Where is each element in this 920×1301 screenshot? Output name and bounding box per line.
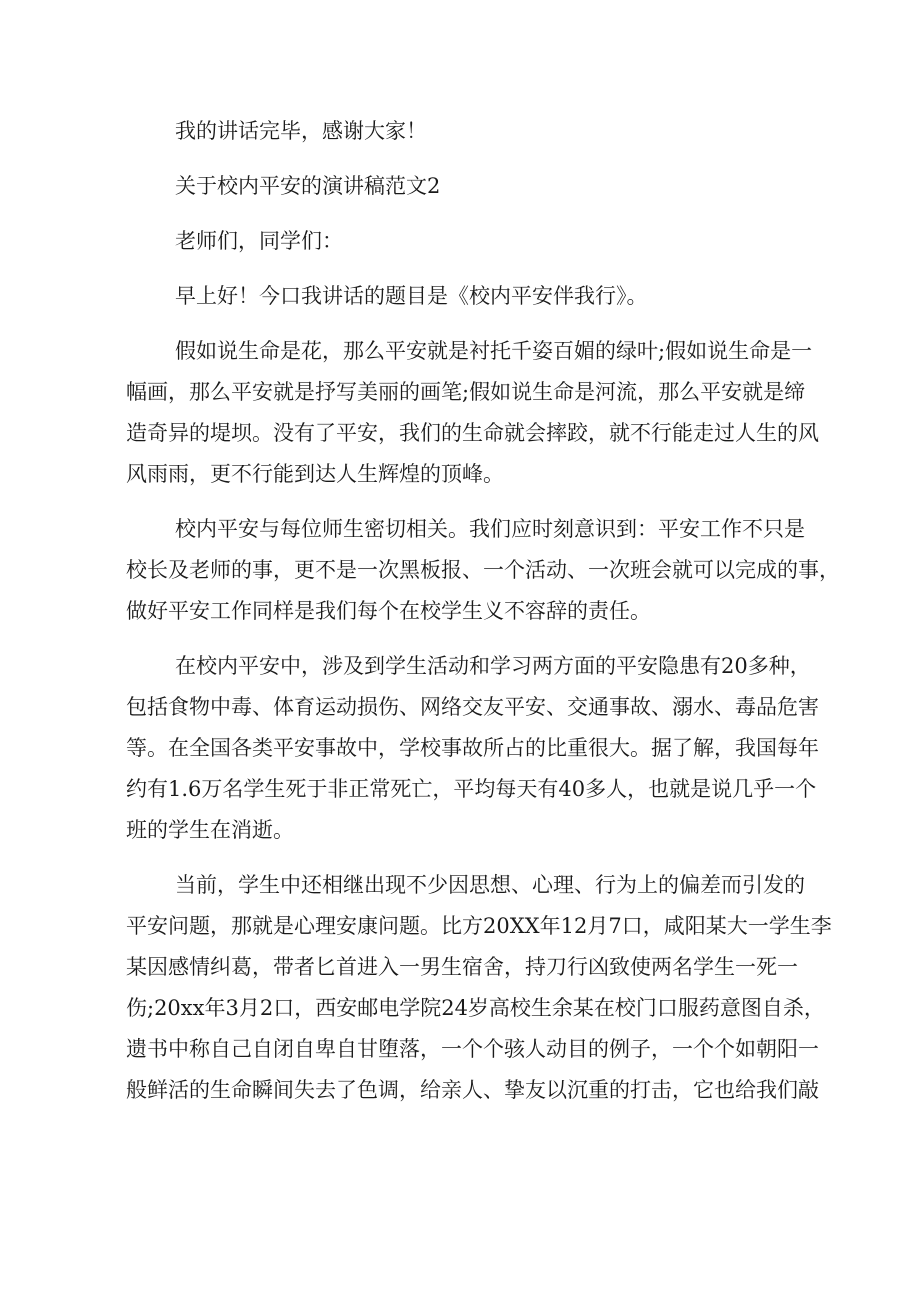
text-line: 幅画，那么平安就是抒写美丽的画笔;假如说生命是河流，那么平安就是缔 bbox=[126, 380, 806, 404]
closing-line: 我的讲话完毕，感谢大家！ bbox=[175, 119, 427, 143]
text-line: 当前，学生中还相继出现不少因思想、心理、行为上的偏差而引发的 bbox=[175, 873, 805, 897]
paragraph-life-analogy bbox=[126, 331, 819, 495]
speech-title: 关于校内平安的演讲稿范文2 bbox=[175, 174, 441, 198]
text-line: 某因感情纠葛，带者匕首进入一男生宿舍，持刀行凶致使两名学生一死一 bbox=[126, 955, 798, 979]
text-line: 假如说生命是花，那么平安就是衬托千姿百媚的绿叶;假如说生命是一 bbox=[175, 339, 813, 363]
text-line: 约有1.6万名学生死于非正常死亡，平均每天有40多人，也就是说几乎一个 bbox=[126, 777, 817, 801]
text-line: 平安问题，那就是心理安康问题。比方20XX年12月7口，咸阳某大一学生李 bbox=[126, 914, 832, 938]
text-line: 造奇异的堤坝。没有了平安，我们的生命就会摔跤，就不行能走过人生的风 bbox=[126, 421, 819, 445]
text-line: 般鲜活的生命瞬间失去了色调，给亲人、挚友以沉重的打击，它也给我们敲 bbox=[126, 1078, 819, 1102]
text-line: 在校内平安中，涉及到学生活动和学习两方面的平安隐患有20多种， bbox=[175, 654, 811, 678]
text-line: 伤;20xx年3月2口，西安邮电学院24岁高校生余某在校门口服药意图自杀， bbox=[126, 996, 825, 1020]
text-line: 包括食物中毒、体育运动损伤、网络交友平安、交通事故、溺水、毒品危害 bbox=[126, 695, 819, 719]
text-line: 遗书中称自己自闭自卑自甘堕落，一个个骇人动目的例子，一个个如朝阳一 bbox=[126, 1037, 819, 1061]
text-line: 班的学生在消逝。 bbox=[126, 818, 294, 842]
paragraph-mental-health bbox=[126, 865, 832, 1111]
text-line: 校长及老师的事，更不是一次黑板报、一个活动、一次班会就可以完成的事， bbox=[126, 558, 840, 582]
paragraph-shared-responsibility bbox=[126, 509, 840, 632]
paragraph-safety-statistics bbox=[126, 646, 819, 851]
text-line: 做好平安工作同样是我们每个在校学生义不容辞的责任。 bbox=[126, 599, 651, 623]
greeting-line: 早上好！今口我讲话的题目是《校内平安伴我行》。 bbox=[175, 284, 648, 308]
document-body bbox=[126, 111, 840, 1125]
text-line: 校内平安与每位师生密切相关。我们应时刻意识到：平安工作不只是 bbox=[175, 517, 805, 541]
text-line: 等。在全国各类平安事故中，学校事故所占的比重很大。据了解，我国每年 bbox=[126, 736, 819, 760]
salutation: 老师们，同学们： bbox=[175, 229, 343, 253]
text-line: 风雨雨，更不行能到达人生辉煌的顶峰。 bbox=[126, 462, 504, 486]
